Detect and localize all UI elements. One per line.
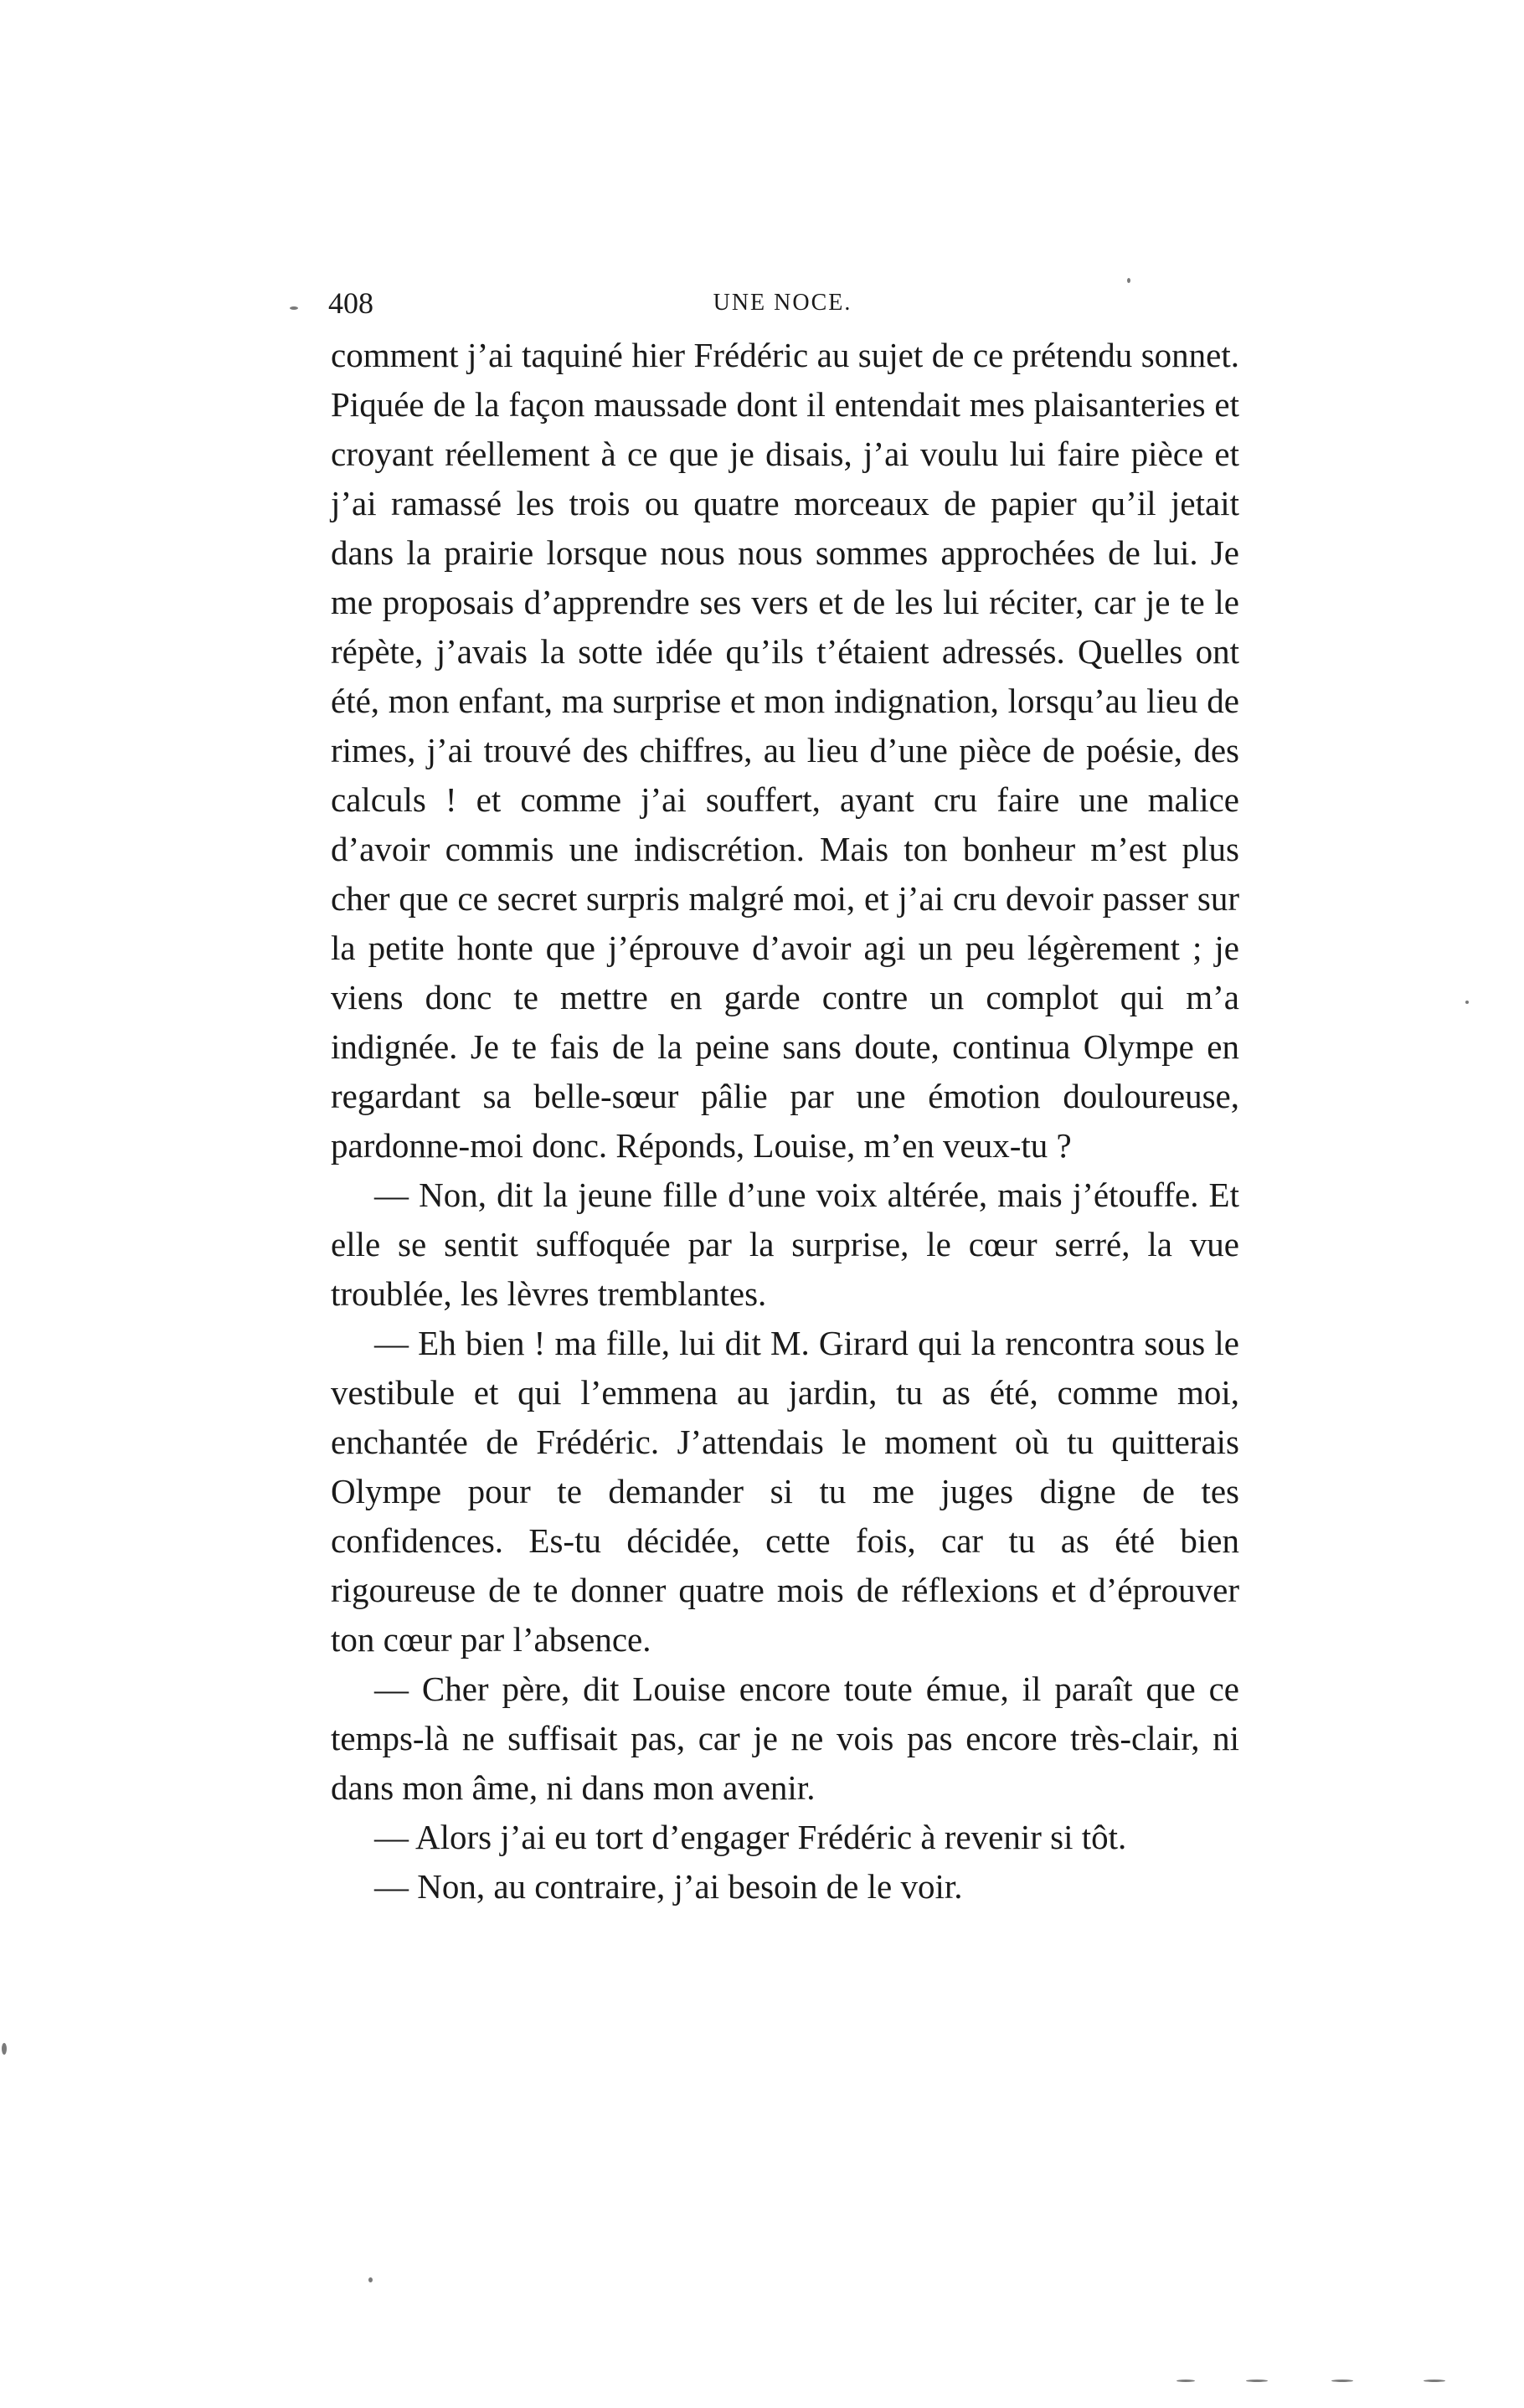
running-head [328,283,1237,333]
paper-speck [1424,2380,1445,2382]
paper-speck [1246,2380,1268,2382]
paragraph: — Non, au contraire, j’ai besoin de le voir. [374,1867,963,1906]
paper-speck [1127,278,1130,283]
running-title: UNE NOCE. [713,290,852,316]
paper-speck [2,2043,7,2055]
paper-speck [1465,1001,1469,1004]
paragraph: — Non, dit la jeune fille d’une voix altérée, mais j’étouffe. Et elle se sentit suffoquée par la surprise, le cœur serré, la vue troublée, les lèvres tremblantes. [331,1176,1239,1313]
paragraph: — Cher père, dit Louise encore toute émue, il paraît que ce temps-là ne suffisait pas, car je ne vois pas encore très-clair, ni dans mon âme, ni dans mon avenir. [331,1670,1239,1807]
paragraph: comment j’ai taquiné hier Frédéric au sujet de ce prétendu sonnet. Piquée de la façon maussade dont il entendait mes plaisanteries et croyant réellement à ce que je disais, j’ai voulu lui faire pièce et j’ai ramassé les trois ou quatre morceaux de papier qu’il jetait dans la prairie lorsque nous nous sommes approchées de lui. Je me proposais d’apprendre ses vers et de les lui réciter, car je te le répète, j’avais la sotte idée qu’ils t’étaient adressés. Quelles ont été, mon enfant, ma surprise et mon indignation, lorsqu’au lieu de rimes, j’ai trouvé des chiffres, au lieu d’une pièce de poésie, des calculs ! et comme j’ai souffert, ayant cru faire une malice d’avoir commis une indiscrétion. Mais ton bonheur m’est plus cher que ce secret surpris malgré moi, et j’ai cru devoir passer sur la petite honte que j’éprouve d’avoir agi un peu légèrement ; je viens donc te mettre en garde contre un complot qui m’a indignée. Je te fais de la peine sans doute, continua Olympe en regardant sa belle-sœur pâlie par une émotion douloureuse, pardonne-moi donc. Réponds, Louise, m’en veux-tu ? [331,336,1239,1165]
paper-speck [368,2277,373,2282]
paper-speck [1176,2380,1195,2382]
paragraph: — Eh bien ! ma fille, lui dit M. Girard qui la rencontra sous le vestibule et qui l’emmena au jardin, tu as été, comme moi, enchantée de Frédéric. J’attendais le moment où tu quitterais Olympe pour te demander si tu me juges digne de tes confidences. Es-tu décidée, cette fois, car tu as été bien rigoureuse de te donner quatre mois de réflexions et d’éprouver ton cœur par l’absence. [331,1324,1239,1659]
paragraph: — Alors j’ai eu tort d’engager Frédéric à revenir si tôt. [374,1818,1127,1856]
page-number: 408 [328,286,373,320]
body-text [331,331,1239,1911]
paper-speck [1331,2380,1353,2382]
paper-speck [290,306,298,310]
